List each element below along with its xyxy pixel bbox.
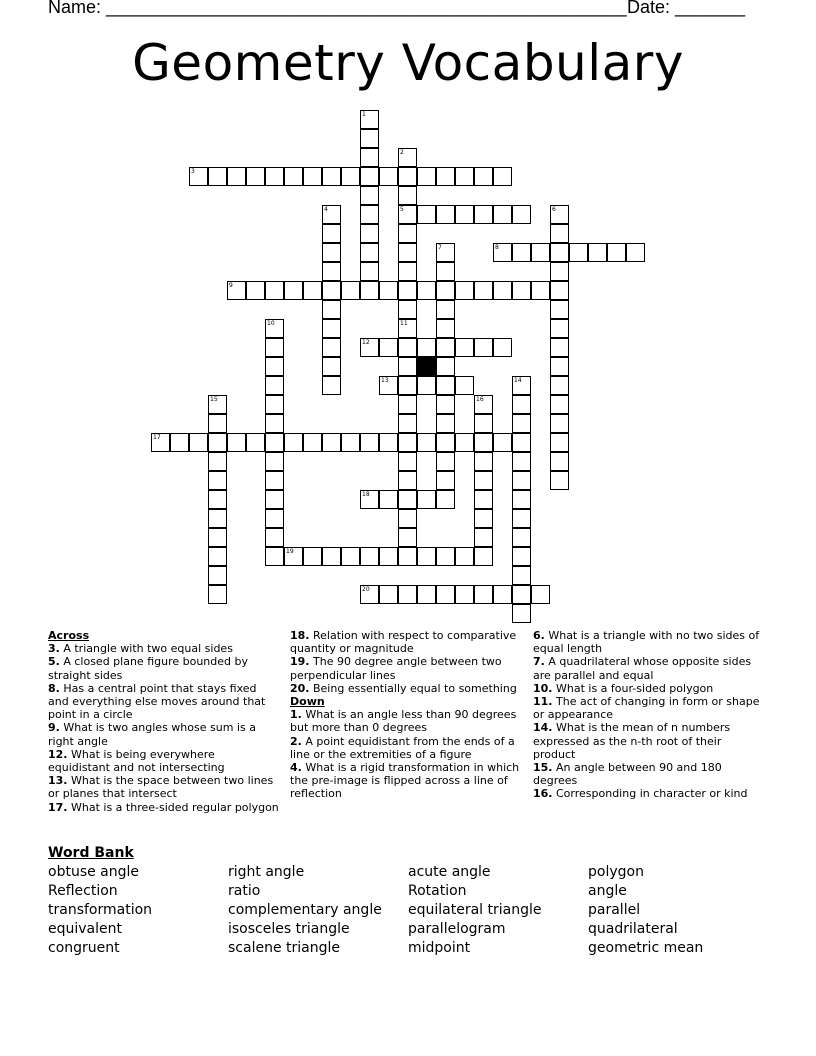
down-clue — [533, 761, 765, 787]
clue-number-13: 13 — [381, 377, 389, 384]
clue-label: 4. — [290, 761, 302, 775]
grid-cell[interactable] — [208, 547, 227, 566]
grid-cell[interactable] — [512, 471, 531, 490]
grid-cell[interactable] — [265, 471, 284, 490]
clue-number-16: 16 — [476, 396, 484, 403]
across-clue — [290, 629, 522, 655]
grid-cell[interactable] — [474, 433, 493, 452]
grid-cell[interactable] — [341, 433, 360, 452]
grid-cell[interactable] — [436, 395, 455, 414]
grid-cell[interactable] — [550, 262, 569, 281]
grid-cell[interactable] — [170, 433, 189, 452]
grid-cell[interactable] — [436, 300, 455, 319]
clue-label: 19. — [290, 655, 310, 669]
grid-cell[interactable] — [436, 281, 455, 300]
grid-cell[interactable] — [265, 395, 284, 414]
clue-text: What is a rigid transformation in which the pre-image is flipped across a line of reflection — [290, 761, 520, 801]
word-bank-item: equivalent — [48, 921, 122, 937]
grid-cell[interactable] — [265, 433, 284, 452]
word-bank-item: complementary angle — [228, 902, 382, 918]
across-clue — [48, 655, 280, 681]
grid-cell[interactable] — [360, 281, 379, 300]
grid-cell[interactable] — [208, 452, 227, 471]
clue-label: 10. — [533, 681, 553, 695]
black-cell — [417, 357, 436, 376]
clue-number-10: 10 — [267, 320, 275, 327]
clue-label: 2. — [290, 734, 302, 748]
name-line: Name: ____________________________________________________ — [48, 0, 627, 17]
clue-text: Relation with respect to comparative quantity or magnitude — [290, 629, 517, 656]
word-bank-item: acute angle — [408, 864, 491, 880]
grid-cell[interactable] — [512, 281, 531, 300]
word-bank-item: angle — [588, 883, 627, 899]
grid-cell[interactable] — [436, 452, 455, 471]
grid-cell[interactable] — [360, 547, 379, 566]
grid-cell[interactable] — [474, 338, 493, 357]
grid-cell[interactable] — [322, 338, 341, 357]
clue-text: What is the space between two lines or planes that intersect — [48, 774, 274, 801]
grid-cell[interactable] — [398, 528, 417, 547]
word-bank-item: right angle — [228, 864, 305, 880]
down-clue — [533, 629, 765, 655]
grid-cell[interactable] — [303, 547, 322, 566]
word-bank-item: scalene triangle — [228, 940, 340, 956]
clue-number-18: 18 — [362, 491, 370, 498]
grid-cell[interactable] — [436, 205, 455, 224]
word-bank-item: polygon — [588, 864, 644, 880]
clue-number-20: 20 — [362, 586, 370, 593]
grid-cell[interactable] — [265, 547, 284, 566]
word-bank-item: equilateral triangle — [408, 902, 542, 918]
grid-cell[interactable] — [246, 167, 265, 186]
grid-cell[interactable] — [417, 338, 436, 357]
grid-cell[interactable] — [265, 528, 284, 547]
word-bank-item: parallel — [588, 902, 641, 918]
grid-cell[interactable] — [512, 585, 531, 604]
across-clue — [48, 682, 280, 722]
grid-cell[interactable] — [512, 452, 531, 471]
grid-cell[interactable] — [322, 300, 341, 319]
grid-cell[interactable] — [265, 414, 284, 433]
word-bank-item: congruent — [48, 940, 120, 956]
grid-cell[interactable] — [436, 262, 455, 281]
grid-cell[interactable] — [360, 129, 379, 148]
grid-cell[interactable] — [455, 547, 474, 566]
grid-cell[interactable] — [322, 319, 341, 338]
grid-cell[interactable] — [265, 509, 284, 528]
clue-label: 1. — [290, 708, 302, 722]
clue-label: 18. — [290, 629, 310, 642]
clue-label: 5. — [48, 655, 60, 669]
grid-cell[interactable] — [360, 224, 379, 243]
clue-number-5: 5 — [400, 206, 404, 213]
grid-cell[interactable] — [379, 490, 398, 509]
grid-cell[interactable] — [208, 509, 227, 528]
grid-cell[interactable] — [360, 205, 379, 224]
word-bank-item: quadrilateral — [588, 921, 678, 937]
clue-label: 13. — [48, 774, 68, 788]
grid-cell[interactable] — [512, 528, 531, 547]
across-clue — [48, 721, 280, 747]
grid-cell[interactable] — [455, 585, 474, 604]
grid-cell[interactable] — [208, 414, 227, 433]
grid-cell[interactable] — [303, 281, 322, 300]
clue-text: A triangle with two equal sides — [59, 642, 233, 656]
date-line: Date: _______ — [627, 0, 746, 17]
grid-cell[interactable] — [436, 338, 455, 357]
clue-text: An angle between 90 and 180 degrees — [533, 761, 722, 788]
clue-label: 8. — [48, 681, 60, 695]
grid-cell[interactable] — [474, 528, 493, 547]
grid-cell[interactable] — [379, 281, 398, 300]
clue-number-7: 7 — [438, 244, 442, 251]
grid-cell[interactable] — [436, 547, 455, 566]
grid-cell[interactable] — [265, 281, 284, 300]
word-bank-item: geometric mean — [588, 940, 704, 956]
grid-cell[interactable] — [265, 376, 284, 395]
grid-cell[interactable] — [265, 490, 284, 509]
grid-cell[interactable] — [569, 243, 588, 262]
grid-cell[interactable] — [493, 338, 512, 357]
grid-cell[interactable] — [398, 414, 417, 433]
down-clue — [533, 682, 765, 695]
clue-number-8: 8 — [495, 244, 499, 251]
grid-cell[interactable] — [208, 585, 227, 604]
grid-cell[interactable] — [474, 281, 493, 300]
grid-cell[interactable] — [379, 547, 398, 566]
grid-cell[interactable] — [436, 490, 455, 509]
grid-cell[interactable] — [474, 547, 493, 566]
clue-label: 7. — [533, 655, 545, 669]
grid-cell[interactable] — [550, 414, 569, 433]
grid-cell[interactable] — [227, 167, 246, 186]
grid-cell[interactable] — [208, 433, 227, 452]
grid-cell[interactable] — [417, 490, 436, 509]
word-bank-item: midpoint — [408, 940, 471, 956]
down-clue — [533, 787, 765, 800]
grid-cell[interactable] — [474, 509, 493, 528]
across-clue — [48, 748, 280, 774]
grid-cell[interactable] — [512, 243, 531, 262]
grid-cell[interactable] — [398, 585, 417, 604]
grid-cell[interactable] — [436, 319, 455, 338]
word-bank-item: transformation — [48, 902, 153, 918]
grid-cell[interactable] — [265, 357, 284, 376]
grid-cell[interactable] — [265, 167, 284, 186]
grid-cell[interactable] — [531, 243, 550, 262]
grid-cell[interactable] — [322, 433, 341, 452]
grid-cell[interactable] — [474, 167, 493, 186]
grid-cell[interactable] — [607, 243, 626, 262]
clue-number-6: 6 — [552, 206, 556, 213]
grid-cell[interactable] — [512, 414, 531, 433]
grid-cell[interactable] — [550, 300, 569, 319]
down-heading: Down — [290, 695, 325, 709]
grid-cell[interactable] — [417, 585, 436, 604]
grid-cell[interactable] — [455, 205, 474, 224]
clue-number-2: 2 — [400, 149, 404, 156]
grid-cell[interactable] — [455, 281, 474, 300]
clue-number-15: 15 — [210, 396, 218, 403]
grid-cell[interactable] — [379, 433, 398, 452]
grid-cell[interactable] — [417, 167, 436, 186]
clue-label: 20. — [290, 681, 310, 695]
grid-cell[interactable] — [398, 376, 417, 395]
grid-cell[interactable] — [512, 509, 531, 528]
grid-cell[interactable] — [398, 433, 417, 452]
grid-cell[interactable] — [531, 281, 550, 300]
word-bank-item: Reflection — [48, 883, 118, 899]
grid-cell[interactable] — [493, 281, 512, 300]
grid-cell[interactable] — [284, 281, 303, 300]
grid-cell[interactable] — [550, 433, 569, 452]
clue-text: Has a central point that stays fixed and everything else moves around that point in a circle — [48, 681, 266, 722]
grid-cell[interactable] — [379, 167, 398, 186]
clues-column-2 — [290, 629, 522, 801]
grid-cell[interactable] — [455, 376, 474, 395]
grid-cell[interactable] — [322, 547, 341, 566]
down-clue — [533, 721, 765, 761]
grid-cell[interactable] — [360, 262, 379, 281]
across-clue — [290, 682, 522, 695]
grid-cell[interactable] — [227, 433, 246, 452]
clue-label: 12. — [48, 747, 68, 761]
down-clue — [533, 695, 765, 721]
grid-cell[interactable] — [512, 205, 531, 224]
grid-cell[interactable] — [455, 338, 474, 357]
across-clue — [48, 642, 280, 655]
grid-cell[interactable] — [322, 224, 341, 243]
grid-cell[interactable] — [436, 471, 455, 490]
clue-number-12: 12 — [362, 339, 370, 346]
grid-cell[interactable] — [341, 167, 360, 186]
clue-label: 15. — [533, 761, 553, 775]
grid-cell[interactable] — [303, 167, 322, 186]
clue-text: Being essentially equal to something — [309, 681, 517, 695]
grid-cell[interactable] — [550, 319, 569, 338]
grid-cell[interactable] — [550, 357, 569, 376]
grid-cell[interactable] — [398, 186, 417, 205]
grid-cell[interactable] — [208, 528, 227, 547]
across-clue — [48, 774, 280, 800]
grid-cell[interactable] — [208, 566, 227, 585]
grid-cell[interactable] — [398, 338, 417, 357]
grid-cell[interactable] — [398, 243, 417, 262]
grid-cell[interactable] — [398, 452, 417, 471]
grid-cell[interactable] — [208, 471, 227, 490]
clue-number-3: 3 — [191, 168, 195, 175]
grid-cell[interactable] — [265, 452, 284, 471]
grid-cell[interactable] — [455, 433, 474, 452]
grid-cell[interactable] — [550, 471, 569, 490]
grid-cell[interactable] — [303, 433, 322, 452]
grid-cell[interactable] — [322, 281, 341, 300]
grid-cell[interactable] — [417, 376, 436, 395]
grid-cell[interactable] — [284, 433, 303, 452]
clue-number-14: 14 — [514, 377, 522, 384]
grid-cell[interactable] — [322, 243, 341, 262]
grid-cell[interactable] — [322, 262, 341, 281]
grid-cell[interactable] — [398, 509, 417, 528]
grid-cell[interactable] — [246, 433, 265, 452]
grid-cell[interactable] — [322, 376, 341, 395]
grid-cell[interactable] — [474, 490, 493, 509]
clue-label: 16. — [533, 787, 553, 801]
clue-number-4: 4 — [324, 206, 328, 213]
grid-cell[interactable] — [455, 167, 474, 186]
clue-text: What is an angle less than 90 degrees but more than 0 degrees — [290, 708, 517, 735]
grid-cell[interactable] — [436, 585, 455, 604]
grid-cell[interactable] — [398, 547, 417, 566]
grid-cell[interactable] — [550, 376, 569, 395]
clue-label: 11. — [533, 695, 553, 709]
grid-cell[interactable] — [208, 167, 227, 186]
grid-cell[interactable] — [436, 167, 455, 186]
grid-cell[interactable] — [474, 414, 493, 433]
clue-number-9: 9 — [229, 282, 233, 289]
grid-cell[interactable] — [398, 300, 417, 319]
across-heading: Across — [48, 629, 90, 642]
grid-cell[interactable] — [436, 357, 455, 376]
grid-cell[interactable] — [588, 243, 607, 262]
grid-cell[interactable] — [360, 186, 379, 205]
grid-cell[interactable] — [493, 167, 512, 186]
grid-cell[interactable] — [360, 148, 379, 167]
grid-cell[interactable] — [341, 547, 360, 566]
grid-cell[interactable] — [398, 357, 417, 376]
grid-cell[interactable] — [379, 585, 398, 604]
word-bank-item: ratio — [228, 883, 261, 899]
down-clue — [290, 761, 522, 801]
grid-cell[interactable] — [284, 167, 303, 186]
grid-cell[interactable] — [265, 338, 284, 357]
grid-cell[interactable] — [417, 547, 436, 566]
clue-number-1: 1 — [362, 111, 366, 118]
clue-text: What is a triangle with no two sides of equal length — [533, 629, 760, 656]
grid-cell[interactable] — [360, 433, 379, 452]
clue-text: A point equidistant from the ends of a line or the extremities of a figure — [290, 734, 515, 761]
grid-cell[interactable] — [398, 167, 417, 186]
word-bank-item: Rotation — [408, 883, 467, 899]
clue-number-19: 19 — [286, 548, 294, 555]
across-clue — [290, 655, 522, 681]
grid-cell[interactable] — [493, 585, 512, 604]
down-clue — [290, 708, 522, 734]
grid-cell[interactable] — [512, 433, 531, 452]
grid-cell[interactable] — [436, 414, 455, 433]
clue-text: The 90 degree angle between two perpendicular lines — [290, 655, 502, 682]
grid-cell[interactable] — [246, 281, 265, 300]
clue-text: What is the mean of n numbers expressed as the n-th root of their product — [533, 721, 731, 761]
grid-cell[interactable] — [626, 243, 645, 262]
grid-cell[interactable] — [322, 167, 341, 186]
grid-cell[interactable] — [493, 433, 512, 452]
grid-cell[interactable] — [436, 433, 455, 452]
down-clue — [290, 735, 522, 761]
clue-text: What is two angles whose sum is a right angle — [48, 721, 256, 748]
word-bank-item: parallelogram — [408, 921, 506, 937]
grid-cell[interactable] — [398, 490, 417, 509]
clues-column-3 — [533, 629, 765, 801]
grid-cell[interactable] — [417, 205, 436, 224]
grid-cell[interactable] — [436, 376, 455, 395]
grid-cell[interactable] — [474, 471, 493, 490]
clue-text: A quadrilateral whose opposite sides are parallel and equal — [533, 655, 752, 682]
grid-cell[interactable] — [512, 547, 531, 566]
grid-cell[interactable] — [189, 433, 208, 452]
clue-text: What is a three-sided regular polygon — [67, 800, 279, 814]
grid-cell[interactable] — [398, 471, 417, 490]
clue-number-17: 17 — [153, 434, 161, 441]
across-clue — [48, 801, 280, 814]
clue-text: The act of changing in form or shape or appearance — [533, 695, 760, 722]
grid-cell[interactable] — [398, 395, 417, 414]
grid-cell[interactable] — [474, 585, 493, 604]
grid-cell[interactable] — [550, 281, 569, 300]
clue-label: 9. — [48, 721, 60, 735]
grid-cell[interactable] — [512, 395, 531, 414]
word-bank-item: obtuse angle — [48, 864, 140, 880]
down-clue — [533, 655, 765, 681]
grid-cell[interactable] — [398, 224, 417, 243]
grid-cell[interactable] — [512, 566, 531, 585]
clue-label: 17. — [48, 800, 68, 814]
grid-cell[interactable] — [208, 490, 227, 509]
grid-cell[interactable] — [398, 281, 417, 300]
grid-cell[interactable] — [360, 167, 379, 186]
clue-text: A closed plane figure bounded by straight sides — [48, 655, 248, 682]
word-bank-item: isosceles triangle — [228, 921, 350, 937]
grid-cell[interactable] — [550, 452, 569, 471]
grid-cell[interactable] — [550, 338, 569, 357]
grid-cell[interactable] — [379, 338, 398, 357]
grid-cell[interactable] — [512, 604, 531, 623]
page-title: Geometry Vocabulary — [132, 34, 684, 92]
clue-label: 6. — [533, 629, 545, 642]
grid-cell[interactable] — [550, 395, 569, 414]
grid-cell[interactable] — [322, 357, 341, 376]
grid-cell[interactable] — [474, 205, 493, 224]
grid-cell[interactable] — [398, 262, 417, 281]
grid-cell[interactable] — [417, 433, 436, 452]
grid-cell[interactable] — [550, 224, 569, 243]
clue-text: What is being everywhere equidistant and not intersecting — [48, 747, 225, 775]
grid-cell[interactable] — [360, 243, 379, 262]
clue-number-11: 11 — [400, 320, 408, 327]
clue-text: Corresponding in character or kind — [552, 787, 748, 801]
grid-cell[interactable] — [474, 452, 493, 471]
grid-cell[interactable] — [417, 281, 436, 300]
grid-cell[interactable] — [493, 205, 512, 224]
grid-cell[interactable] — [512, 490, 531, 509]
clue-label: 14. — [533, 721, 553, 735]
word-bank-title: Word Bank — [48, 845, 134, 861]
grid-cell[interactable] — [550, 243, 569, 262]
clue-label: 3. — [48, 642, 60, 656]
clues-column-1 — [48, 629, 280, 814]
grid-cell[interactable] — [341, 281, 360, 300]
grid-cell[interactable] — [531, 585, 550, 604]
clue-text: What is a four-sided polygon — [552, 681, 714, 695]
